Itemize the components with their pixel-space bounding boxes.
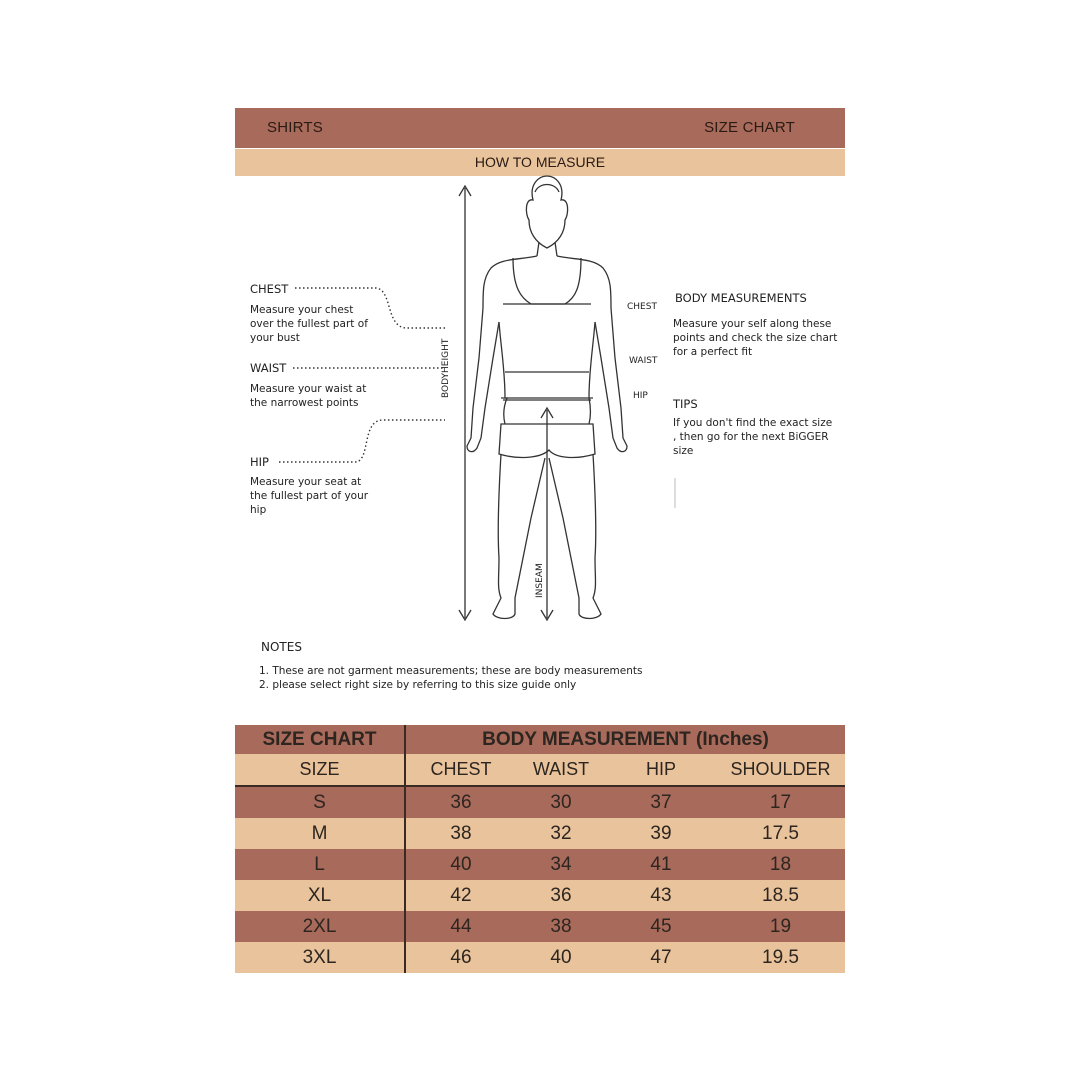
figure-waist-label: WAIST	[629, 356, 658, 366]
table-cell: 30	[516, 786, 606, 818]
table-cell: 44	[405, 911, 516, 942]
column-header: HIP	[606, 754, 716, 786]
table-cell: 41	[606, 849, 716, 880]
table-cell: 45	[606, 911, 716, 942]
category-title: SHIRTS	[267, 119, 323, 136]
column-header: WAIST	[516, 754, 606, 786]
table-cell: M	[235, 818, 405, 849]
table-row	[235, 880, 845, 911]
table-cell: 2XL	[235, 911, 405, 942]
table-cell: S	[235, 786, 405, 818]
inseam-label: INSEAM	[535, 563, 545, 598]
table-cell: 39	[606, 818, 716, 849]
figure-chest-label: CHEST	[627, 302, 657, 312]
size-chart-sheet	[235, 108, 845, 972]
table-title-row	[235, 725, 845, 754]
table-cell: 17	[716, 786, 845, 818]
table-cell: 36	[405, 786, 516, 818]
chest-desc: Measure your chest over the fullest part of your bust	[250, 304, 368, 344]
table-cell: 42	[405, 880, 516, 911]
table-cell: 18.5	[716, 880, 845, 911]
table-cell: 36	[516, 880, 606, 911]
waist-label: WAIST	[250, 361, 287, 375]
table-cell: 40	[405, 849, 516, 880]
tips-desc: If you don't find the exact size , then go for the next BiGGER size	[673, 417, 833, 457]
measurement-figure	[235, 108, 845, 628]
table-cell: 3XL	[235, 942, 405, 973]
bodyheight-arrow	[459, 186, 471, 620]
waist-desc: Measure your waist at the narrowest points	[250, 383, 367, 409]
hip-desc: Measure your seat at the fullest part of your hip	[250, 476, 369, 516]
notes-title: NOTES	[261, 640, 302, 654]
body-measurements-desc: Measure your self along these points and check the size chart for a perfect fit	[673, 318, 838, 358]
column-header: SIZE	[235, 754, 405, 786]
size-table	[235, 725, 845, 973]
table-cell: XL	[235, 880, 405, 911]
table-cell: L	[235, 849, 405, 880]
table-row	[235, 849, 845, 880]
bodyheight-label: BODYHEIGHT	[441, 338, 451, 398]
table-cell: 19.5	[716, 942, 845, 973]
table-cell: 37	[606, 786, 716, 818]
table-cell: 38	[405, 818, 516, 849]
body-measurements-title: BODY MEASUREMENTS	[675, 291, 807, 305]
table-cell: 18	[716, 849, 845, 880]
table-cell: 32	[516, 818, 606, 849]
table-cell: 47	[606, 942, 716, 973]
table-row	[235, 942, 845, 973]
table-cell: 34	[516, 849, 606, 880]
column-header: CHEST	[405, 754, 516, 786]
table-header-row	[235, 754, 845, 786]
figure-measure-lines	[501, 304, 593, 398]
hip-label: HIP	[250, 455, 269, 469]
table-group-header: BODY MEASUREMENT (Inches)	[405, 725, 845, 754]
how-to-measure-title: HOW TO MEASURE	[474, 154, 606, 170]
table-cell: 38	[516, 911, 606, 942]
chest-label: CHEST	[250, 282, 289, 296]
note-item: 2. please select right size by referring to this size guide only	[259, 679, 577, 691]
table-title: SIZE CHART	[235, 725, 405, 754]
note-item: 1. These are not garment measurements; these are body measurements	[259, 665, 643, 677]
table-cell: 43	[606, 880, 716, 911]
column-header: SHOULDER	[716, 754, 845, 786]
table-row	[235, 911, 845, 942]
table-row	[235, 786, 845, 818]
table-row	[235, 818, 845, 849]
table-cell: 17.5	[716, 818, 845, 849]
chart-title: SIZE CHART	[704, 119, 795, 136]
table-cell: 46	[405, 942, 516, 973]
figure-hip-label: HIP	[633, 391, 648, 401]
table-cell: 19	[716, 911, 845, 942]
table-cell: 40	[516, 942, 606, 973]
tips-title: TIPS	[673, 397, 698, 411]
